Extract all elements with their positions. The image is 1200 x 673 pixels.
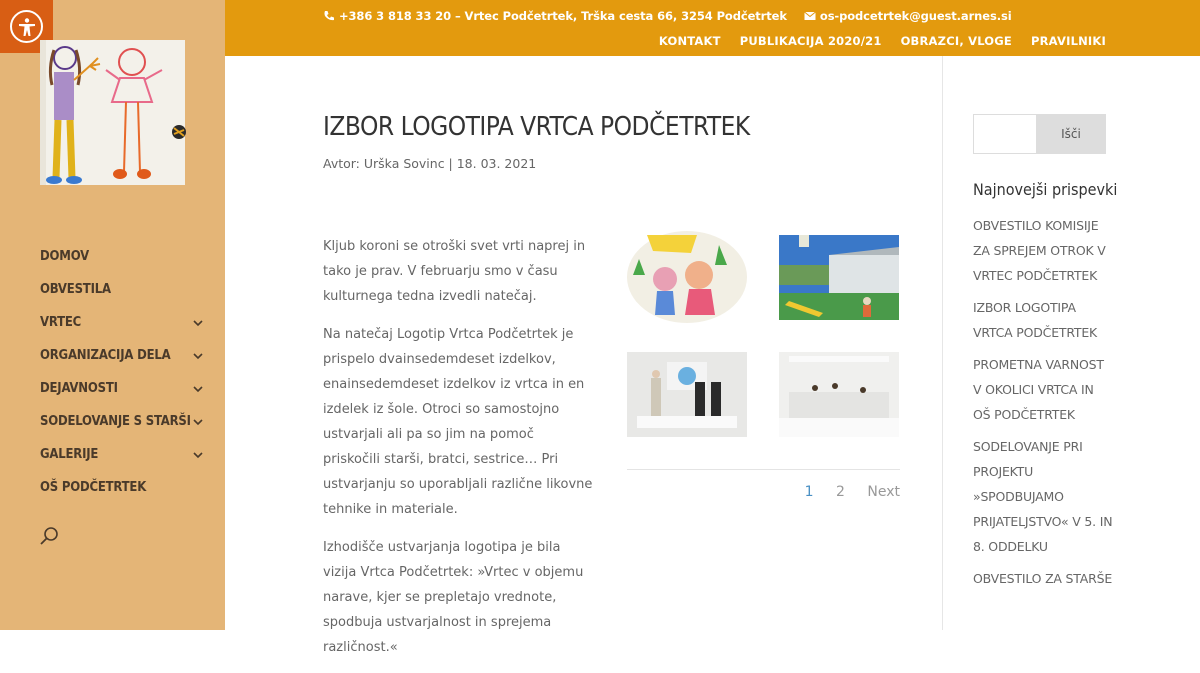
search-button[interactable]: Išči bbox=[1036, 114, 1106, 154]
chevron-down-icon bbox=[192, 449, 204, 461]
nav-item-dejavnosti[interactable]: DEJAVNOSTI bbox=[40, 372, 210, 405]
search-input[interactable] bbox=[973, 114, 1036, 154]
post-paragraph: Kljub koroni se otroški svet vrti naprej in tako je prav. V februarju smo v času kulturnega tedna izvedli natečaj. bbox=[323, 239, 586, 304]
recent-post-link[interactable]: PROMETNA VARNOST V OKOLICI VRTCA IN OŠ PODČETRTEK bbox=[973, 357, 1104, 422]
gallery-image[interactable] bbox=[779, 235, 899, 320]
gallery-pagination bbox=[627, 469, 900, 500]
contact-info bbox=[323, 9, 1012, 23]
gallery-image[interactable] bbox=[627, 235, 747, 320]
post-title: IZBOR LOGOTIPA VRTCA PODČETRTEK bbox=[323, 112, 750, 142]
post-paragraph: Na natečaj Logotip Vrtca Podčetrtek je prispelo dvainsedemdeset izdelkov, enainsedemdeset izdelkov iz vrtca in en izdelek iz šole. Otroci so samostojno ustvarjali ali pa so jim na pomoč priskočili starši, bratci, sestrice… Pri ustvarjanju so uporabljali različne likovne tehnike in materiale. bbox=[323, 327, 593, 517]
mail-icon bbox=[804, 10, 816, 22]
search-icon[interactable] bbox=[38, 524, 62, 548]
nav-item-sodelovanje-s-starsi[interactable]: SODELOVANJE S STARŠI bbox=[40, 405, 210, 438]
email-link[interactable] bbox=[804, 9, 1012, 23]
topnav-publikacija[interactable]: PUBLIKACIJA 2020/21 bbox=[739, 34, 882, 48]
recent-post-link[interactable]: IZBOR LOGOTIPA VRTCA PODČETRTEK bbox=[973, 300, 1098, 340]
topnav-pravilniki[interactable]: PRAVILNIKI bbox=[1030, 34, 1106, 48]
top-bar bbox=[225, 0, 1200, 56]
chevron-down-icon bbox=[192, 416, 204, 428]
sidebar-divider bbox=[942, 56, 943, 630]
gallery-image[interactable] bbox=[779, 352, 899, 437]
site-logo-drawing[interactable] bbox=[40, 40, 185, 185]
main-nav bbox=[40, 240, 210, 504]
chevron-down-icon bbox=[192, 317, 204, 329]
left-sidebar bbox=[0, 0, 225, 630]
nav-item-vrtec[interactable]: VRTEC bbox=[40, 306, 210, 339]
recent-posts-list bbox=[973, 213, 1113, 598]
chevron-down-icon bbox=[192, 350, 204, 362]
recent-post-link[interactable]: OBVESTILO KOMISIJE ZA SPREJEM OTROK V VRTEC PODČETRTEK bbox=[973, 218, 1106, 283]
gallery-image[interactable] bbox=[627, 352, 747, 437]
post-content bbox=[323, 112, 903, 655]
phone-icon bbox=[323, 10, 335, 22]
post-paragraph: Izhodišče ustvarjanja logotipa je bila vizija Vrtca Podčetrtek: »Vrtec v objemu narave, kjer se prepletajo vrednote, spodbuja ustvarjalnost in sprejema različnost.« bbox=[323, 540, 584, 655]
recent-posts-title: Najnovejši prispevki bbox=[973, 180, 1118, 199]
next-page-link[interactable]: Next bbox=[867, 484, 900, 500]
search-form bbox=[973, 114, 1106, 154]
phone-address-text: +386 3 818 33 20 – Vrtec Podčetrtek, Trška cesta 66, 3254 Podčetrtek bbox=[339, 9, 787, 23]
nav-item-os-podcetrtek[interactable]: OŠ PODČETRTEK bbox=[40, 480, 147, 495]
chevron-down-icon bbox=[192, 383, 204, 395]
recent-post-link[interactable]: OBVESTILO ZA STARŠE bbox=[973, 571, 1113, 586]
nav-item-organizacija-dela[interactable]: ORGANIZACIJA DELA bbox=[40, 339, 210, 372]
email-text: os-podcetrtek@guest.arnes.si bbox=[819, 9, 1012, 23]
accessibility-icon bbox=[10, 10, 43, 43]
recent-post-link[interactable]: SODELOVANJE PRI PROJEKTU »SPODBUJAMO PRIJATELJSTVO« V 5. IN 8. ODDELKU bbox=[973, 439, 1113, 554]
nav-item-galerije[interactable]: GALERIJE bbox=[40, 438, 210, 471]
page-1-link[interactable]: 1 bbox=[804, 484, 814, 500]
topnav-kontakt[interactable]: KONTAKT bbox=[658, 34, 721, 48]
topnav-obrazci[interactable]: OBRAZCI, VLOGE bbox=[900, 34, 1012, 48]
post-meta: Avtor: Urška Sovinc | 18. 03. 2021 bbox=[323, 156, 537, 171]
nav-item-domov[interactable]: DOMOV bbox=[40, 249, 89, 264]
page-2-link[interactable]: 2 bbox=[836, 484, 845, 500]
nav-item-obvestila[interactable]: OBVESTILA bbox=[40, 282, 111, 297]
top-nav bbox=[659, 34, 1106, 48]
post-body bbox=[323, 234, 593, 673]
